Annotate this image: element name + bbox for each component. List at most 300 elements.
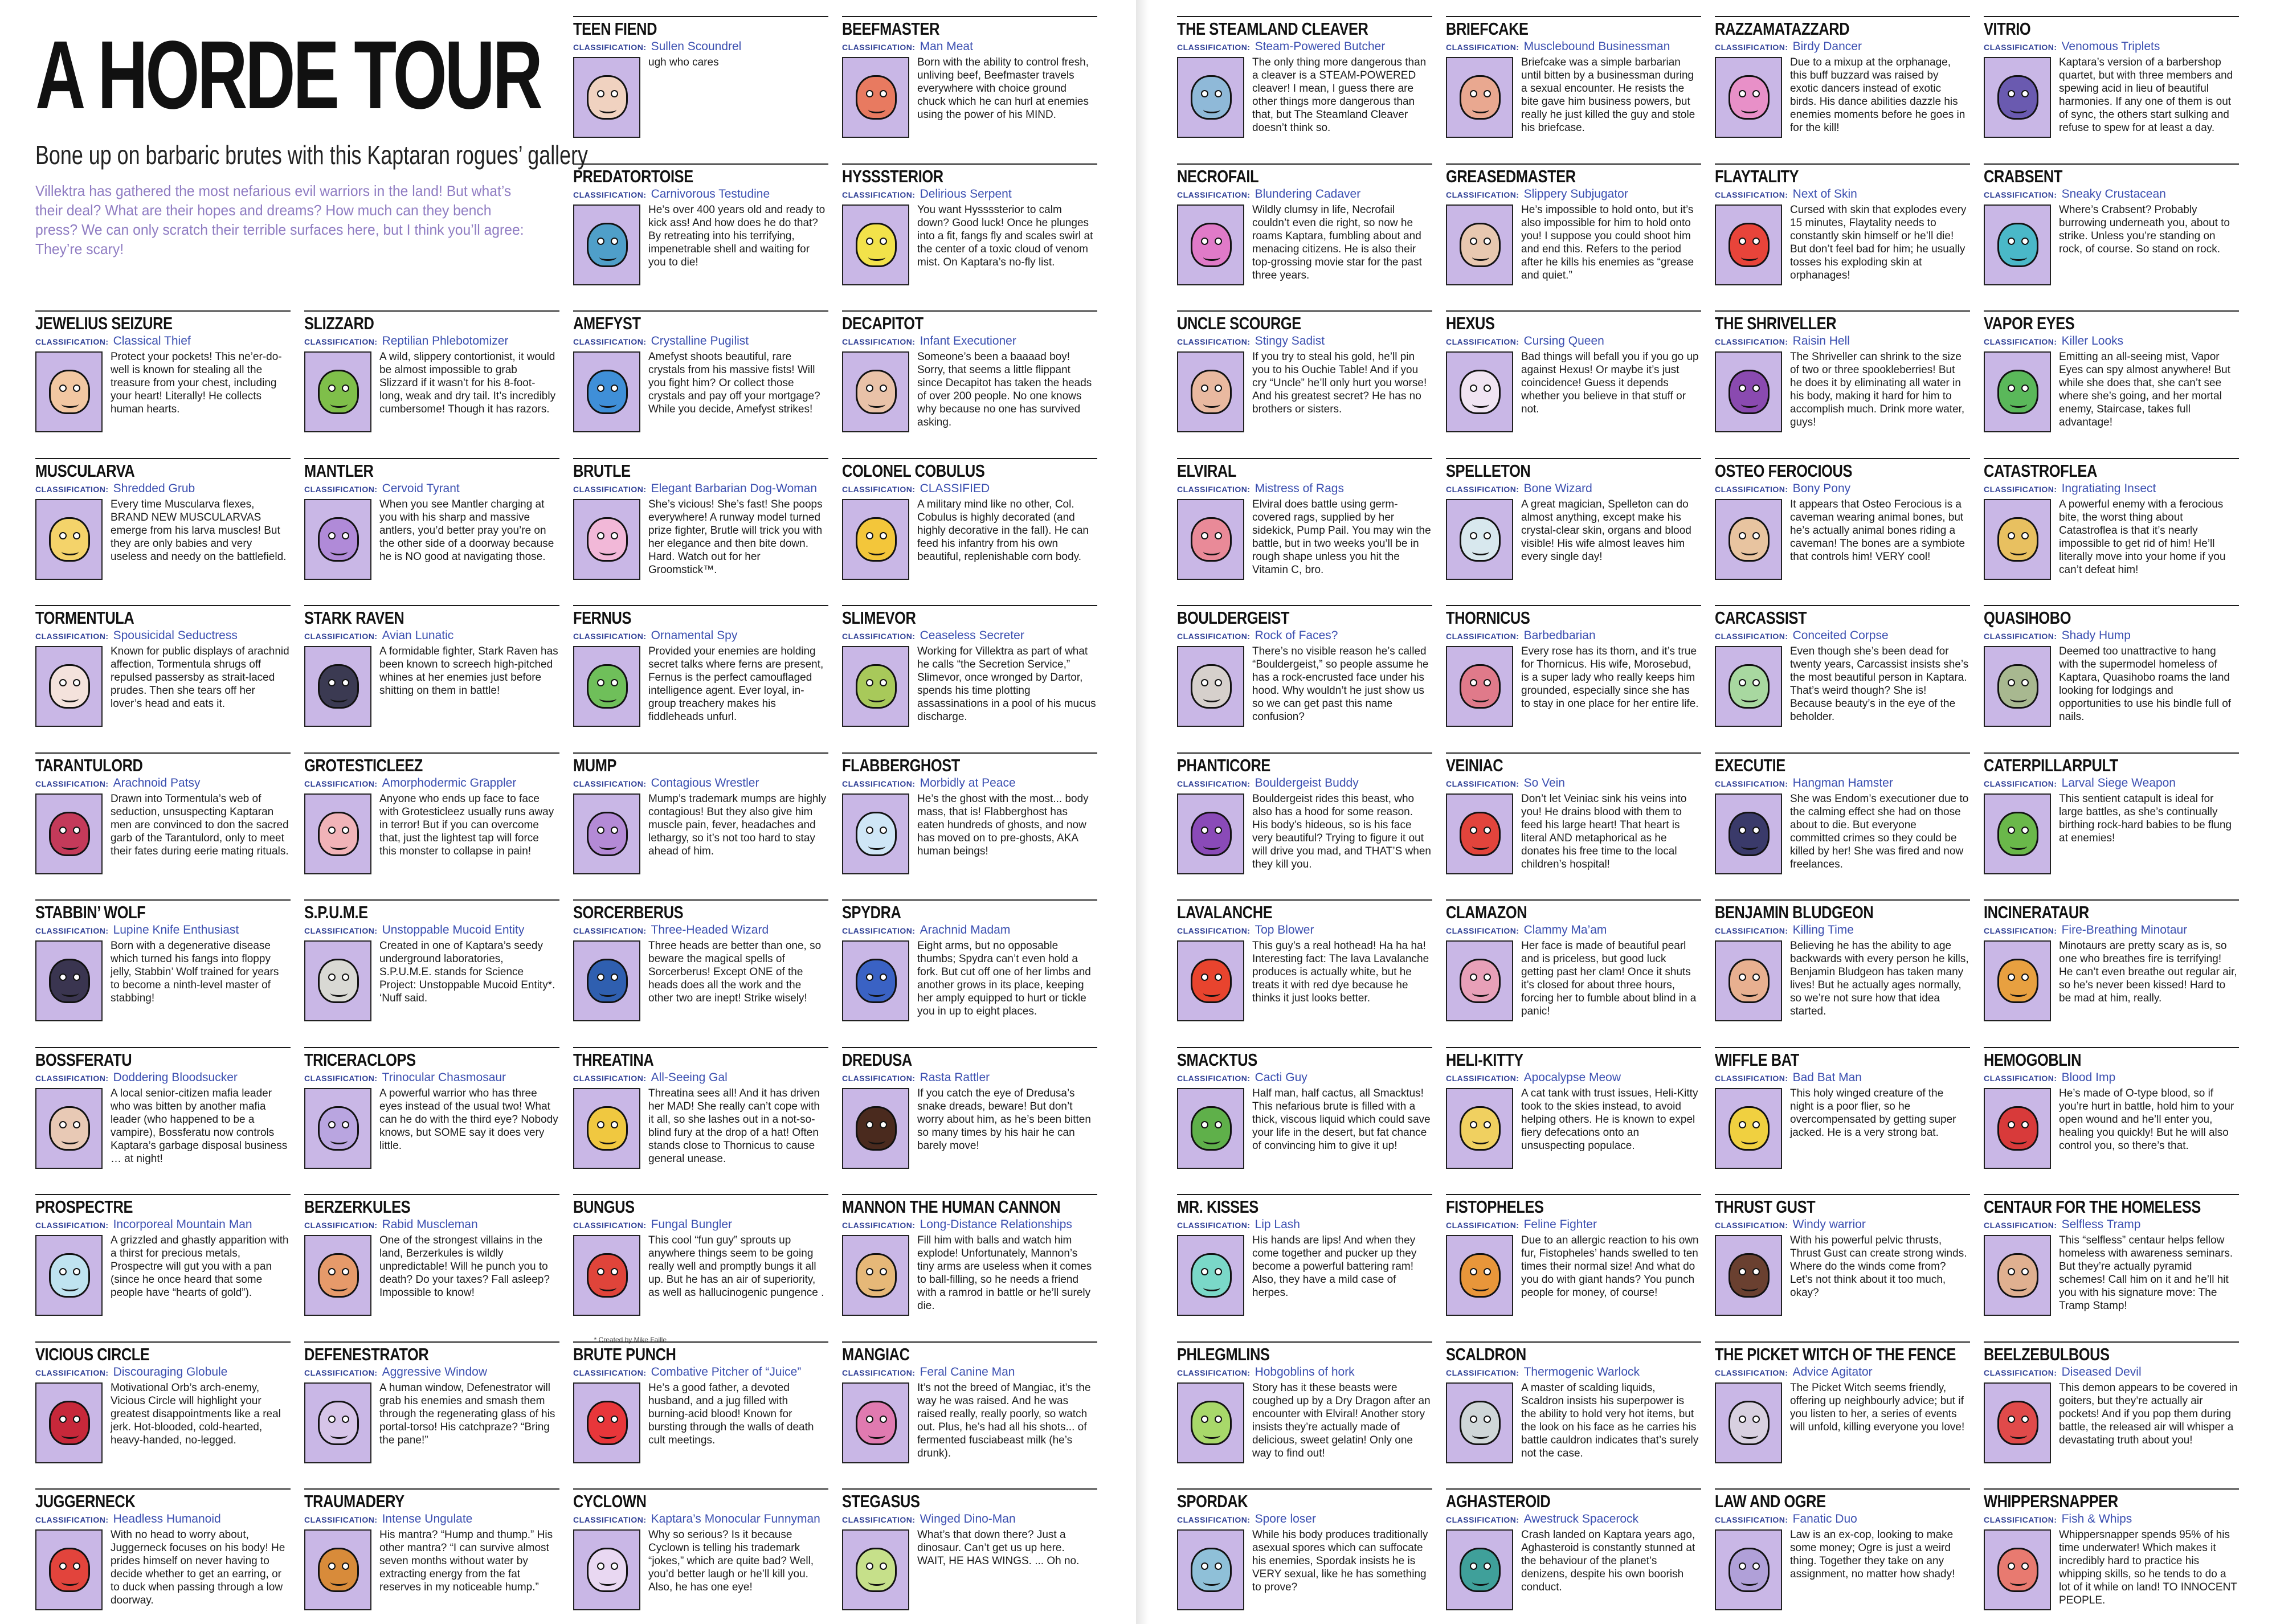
portrait-mouth-icon: [2010, 1137, 2027, 1144]
portrait-eye-icon: [1484, 1121, 1491, 1128]
character-name: QUASIHOBO: [1984, 608, 2071, 628]
character-description: One of the strongest villains in the land, Berzerkules is wildly unpredictable! Will he punch you to death? Do your taxes? Fall asleep? Impossible to know!: [379, 1234, 550, 1299]
portrait-mouth-icon: [330, 695, 348, 702]
classification-line: [573, 1512, 828, 1526]
character-portrait: [304, 499, 371, 580]
entry-body: [1715, 1235, 1970, 1326]
portrait-eye-icon: [1739, 384, 1746, 392]
portrait-eye-icon: [342, 827, 349, 834]
classification-line: [35, 1512, 291, 1526]
character-description: Whippersnapper spends 95% of his time underwater! Which makes it incredibly hard to practice his whipping skills, so he tends to do a lot of it while on land! TO INNOCENT PEOPLE.: [2059, 1529, 2237, 1606]
character-portrait: [1984, 1088, 2051, 1169]
classification-label: CLASSIFICATION:: [35, 484, 109, 494]
portrait-eye-icon: [866, 1562, 873, 1570]
classification-value: Windy warrior: [1792, 1218, 1866, 1231]
character-name: EXECUTIE: [1715, 755, 1785, 775]
portrait-eye-icon: [597, 238, 604, 245]
character-description: Due to an allergic reaction to his own fur, Fistopheles’ hands swelled to ten times their normal size! And what do you do with giant hands? You punch people for money, of course!: [1521, 1234, 1699, 1299]
classification-value: Unstoppable Mucoid Entity: [382, 923, 525, 936]
character-entry: [1984, 1488, 2239, 1624]
character-name: MANTLER: [304, 460, 374, 481]
entry-body: [304, 940, 559, 1032]
entry-body: [573, 351, 828, 443]
portrait-eye-icon: [1215, 1562, 1222, 1570]
classification-value: Shady Hump: [2061, 629, 2131, 642]
character-entry: [304, 752, 559, 888]
entry-body: [573, 1235, 828, 1326]
character-portrait: [1177, 1088, 1244, 1169]
entry-body: [1715, 351, 1970, 443]
classification-line: [1177, 1071, 1432, 1085]
classification-line: [1446, 40, 1701, 54]
character-portrait: [1446, 940, 1513, 1021]
classification-line: [304, 1365, 559, 1379]
classification-label: CLASSIFICATION:: [1715, 484, 1788, 494]
classification-value: Blood Imp: [2061, 1070, 2116, 1084]
classification-label: CLASSIFICATION:: [304, 337, 378, 346]
character-description: A human window, Defenestrator will grab his enemies and smash them through the regenerating glass of his portal-torso! His catchpraze? “Bring the pane!”: [379, 1381, 555, 1446]
classification-line: [1984, 334, 2239, 348]
classification-line: [842, 334, 1097, 348]
classification-line: [842, 1365, 1097, 1379]
classification-line: [35, 334, 291, 348]
portrait-eye-icon: [1215, 973, 1222, 981]
character-entry: [1446, 605, 1701, 741]
portrait-eye-icon: [597, 827, 604, 834]
portrait-eye-icon: [1470, 90, 1477, 97]
classification-label: CLASSIFICATION:: [573, 1073, 647, 1083]
character-portrait: [1446, 499, 1513, 580]
portrait-eye-icon: [328, 827, 336, 834]
classification-label: CLASSIFICATION:: [1715, 1515, 1788, 1524]
character-entry: [573, 1047, 828, 1183]
character-entry: [1715, 899, 1970, 1035]
entry-body: [1177, 793, 1432, 885]
entry-body: [842, 1382, 1097, 1474]
classification-value: Delirious Serpent: [920, 187, 1012, 201]
portrait-eye-icon: [73, 1562, 80, 1570]
classification-value: Cervoid Tyrant: [382, 481, 460, 495]
classification-value: Spousicidal Seductress: [113, 629, 238, 642]
portrait-mouth-icon: [1203, 1578, 1220, 1586]
entry-body: [1984, 1088, 2239, 1179]
classification-label: CLASSIFICATION:: [35, 632, 109, 641]
classification-label: CLASSIFICATION:: [304, 926, 378, 935]
portrait-eye-icon: [1739, 90, 1746, 97]
character-entry: [842, 16, 1097, 152]
character-entry: [573, 163, 828, 299]
character-name: HELI-KITTY: [1446, 1049, 1523, 1070]
character-description: ugh who cares: [648, 56, 719, 68]
character-name: VICIOUS CIRCLE: [35, 1344, 150, 1364]
portrait-eye-icon: [866, 384, 873, 392]
portrait-eye-icon: [1484, 679, 1491, 686]
classification-line: [1177, 776, 1432, 790]
character-name: INCINERATAUR: [1984, 902, 2089, 922]
character-entry: [573, 1194, 828, 1330]
classification-line: [1984, 923, 2239, 937]
character-portrait: [304, 1088, 371, 1169]
portrait-eye-icon: [2021, 238, 2029, 245]
character-entry: [35, 752, 291, 888]
classification-value: Long-Distance Relationships: [920, 1218, 1072, 1231]
portrait-mouth-icon: [1472, 106, 1489, 113]
portrait-eye-icon: [1215, 384, 1222, 392]
classification-label: CLASSIFICATION:: [1715, 1221, 1788, 1230]
character-name: BEEFMASTER: [842, 19, 940, 39]
character-portrait: [1984, 940, 2051, 1021]
classification-value: Birdy Dancer: [1792, 40, 1862, 53]
portrait-eye-icon: [1484, 238, 1491, 245]
classification-value: Winged Dino-Man: [920, 1512, 1016, 1525]
portrait-eye-icon: [1470, 679, 1477, 686]
character-description: He’s over 400 years old and ready to kick ass! And how does he do that? By retreating into his terrifying, impenetrable shell and waiting for you to die!: [648, 203, 826, 268]
character-name: BRUTLE: [573, 460, 631, 481]
classification-label: CLASSIFICATION:: [35, 1221, 109, 1230]
portrait-eye-icon: [597, 384, 604, 392]
entry-body: [304, 1088, 559, 1179]
portrait-mouth-icon: [330, 1431, 348, 1439]
character-portrait: [35, 940, 103, 1021]
character-portrait: [842, 351, 909, 432]
classification-label: CLASSIFICATION:: [1177, 484, 1251, 494]
portrait-eye-icon: [1484, 1562, 1491, 1570]
character-portrait: [573, 57, 640, 138]
character-name: SPYDRA: [842, 902, 901, 922]
character-portrait: [842, 1235, 909, 1316]
character-description: There’s no visible reason he’s called “Bouldergeist,” so people assume he has a rock-encrusted face under his hood. Why wouldn’t he just show us so we can get past this name confusion?: [1252, 645, 1429, 723]
portrait-eye-icon: [328, 1562, 336, 1570]
portrait-eye-icon: [866, 90, 873, 97]
character-entry: [573, 16, 828, 152]
portrait-eye-icon: [1752, 679, 1760, 686]
portrait-mouth-icon: [599, 1578, 616, 1586]
classification-line: [1984, 482, 2239, 496]
character-portrait: [1715, 940, 1782, 1021]
creator-credit: * Created by Mike Faille: [594, 1336, 667, 1344]
character-entry: [1984, 605, 2239, 741]
classification-label: CLASSIFICATION:: [1177, 1221, 1251, 1230]
classification-line: [573, 1071, 828, 1085]
entry-body: [35, 1088, 291, 1179]
classification-label: CLASSIFICATION:: [1177, 43, 1251, 52]
portrait-eye-icon: [1752, 238, 1760, 245]
portrait-eye-icon: [880, 679, 887, 686]
character-portrait: [35, 1382, 103, 1463]
entry-body: [1715, 793, 1970, 885]
classification-line: [304, 334, 559, 348]
portrait-mouth-icon: [1472, 989, 1489, 997]
classification-value: Barbedbarian: [1523, 629, 1596, 642]
portrait-eye-icon: [2021, 1562, 2029, 1570]
entry-body: [1446, 1235, 1701, 1326]
portrait-eye-icon: [2021, 1416, 2029, 1423]
portrait-eye-icon: [611, 827, 618, 834]
character-entry: [1177, 1488, 1432, 1624]
entry-body: [1446, 351, 1701, 443]
classification-value: Cacti Guy: [1254, 1070, 1307, 1084]
character-entry: [35, 1341, 291, 1477]
classification-label: CLASSIFICATION:: [573, 779, 647, 788]
classification-value: Larval Siege Weapon: [2061, 776, 2176, 789]
character-description: Eight arms, but no opposable thumbs; Spydra can’t even hold a fork. But cut off one of her limbs and another grows in its place, keeping her amply equipped to hurt or tickle you in up to eight places.: [917, 940, 1091, 1017]
character-description: This cool “fun guy” sprouts up anywhere things seem to be going really well and promptly bungs it all up. But he has an air of superiority, as well as hallucinogenic pungence .: [648, 1234, 824, 1299]
classification-label: CLASSIFICATION:: [35, 1368, 109, 1377]
portrait-eye-icon: [1201, 90, 1208, 97]
classification-value: Shredded Grub: [113, 481, 195, 495]
character-description: Believing he has the ability to age backwards with every person he kills, Benjamin Bludgeon has taken many lives! But he actually ages normally, so we’re not sure how that idea started.: [1790, 940, 1969, 1017]
portrait-eye-icon: [1484, 384, 1491, 392]
classification-value: Venomous Triplets: [2061, 40, 2160, 53]
portrait-mouth-icon: [1741, 842, 1758, 850]
classification-value: Bouldergeist Buddy: [1254, 776, 1359, 789]
portrait-mouth-icon: [1203, 253, 1220, 261]
entry-body: [1446, 940, 1701, 1032]
character-description: Wildly clumsy in life, Necrofail couldn’t even die right, so now he roams Kaptara, fumbling about and menacing citizens. He is also their top-grossing movie star for the past three years.: [1252, 203, 1422, 281]
character-entry: [1446, 1341, 1701, 1477]
character-portrait: [1984, 57, 2051, 138]
character-portrait: [1715, 1088, 1782, 1169]
character-description: The only thing more dangerous than a cleaver is a STEAM-POWERED cleaver! I mean, I guess there are other things more dangerous than that, but The Steamland Cleaver doesn’t think so.: [1252, 56, 1427, 134]
entry-body: [573, 204, 828, 296]
character-entry: [1177, 899, 1432, 1035]
character-portrait: [1177, 940, 1244, 1021]
portrait-eye-icon: [1215, 679, 1222, 686]
classification-value: Slippery Subjugator: [1523, 187, 1628, 201]
character-portrait: [1715, 793, 1782, 874]
character-portrait: [1177, 57, 1244, 138]
classification-line: [304, 629, 559, 643]
character-entry: [35, 1047, 291, 1183]
portrait-eye-icon: [880, 238, 887, 245]
character-name: CATASTROFLEA: [1984, 460, 2097, 481]
portrait-eye-icon: [1484, 827, 1491, 834]
portrait-mouth-icon: [2010, 1578, 2027, 1586]
classification-label: CLASSIFICATION:: [1446, 190, 1519, 199]
portrait-mouth-icon: [868, 548, 885, 555]
character-description: Minotaurs are pretty scary as is, so one who breathes fire is terrifying! He can’t even breathe out regular air, so he’s never been kissed! Hard to be mad at him, really.: [2059, 940, 2237, 1004]
classification-value: Feral Canine Man: [920, 1365, 1015, 1378]
portrait-eye-icon: [611, 238, 618, 245]
character-portrait: [1984, 1382, 2051, 1463]
classification-line: [1715, 923, 1970, 937]
portrait-mouth-icon: [62, 1284, 79, 1291]
character-portrait: [1984, 1529, 2051, 1610]
classification-line: [1177, 629, 1432, 643]
character-entry: [1177, 310, 1432, 446]
character-name: BRUTE PUNCH: [573, 1344, 676, 1364]
entry-body: [304, 646, 559, 737]
character-description: Why so serious? Is it because Cyclown is telling his trademark “jokes,” which are quite bad? Well, you’d better laugh or he’ll kill you. Also, he has one eye!: [648, 1529, 814, 1593]
classification-value: Killer Looks: [2061, 334, 2124, 347]
character-name: PREDATORTOISE: [573, 166, 693, 186]
entry-body: [35, 1382, 291, 1474]
character-name: VITRIO: [1984, 19, 2031, 39]
classification-line: [573, 1218, 828, 1232]
entry-body: [304, 1529, 559, 1621]
portrait-eye-icon: [342, 384, 349, 392]
classification-label: CLASSIFICATION:: [1446, 632, 1519, 641]
character-portrait: [842, 940, 909, 1021]
character-portrait: [573, 1088, 640, 1169]
portrait-eye-icon: [1752, 90, 1760, 97]
portrait-eye-icon: [597, 1268, 604, 1275]
portrait-mouth-icon: [1203, 1284, 1220, 1291]
portrait-eye-icon: [2021, 827, 2029, 834]
character-description: Crash landed on Kaptara years ago, Aghasteroid is constantly stunned at the behaviour of the planet’s denizens, despite his own boorish conduct.: [1521, 1529, 1695, 1593]
portrait-mouth-icon: [1741, 1431, 1758, 1439]
character-entry: [1984, 1341, 2239, 1477]
classification-label: CLASSIFICATION:: [35, 779, 109, 788]
character-description: He’s made of O-type blood, so if you’re hurt in battle, hold him to your open wound and he’ll enter you, healing you quickly! But he will also control you, so there’s that.: [2059, 1087, 2234, 1152]
portrait-eye-icon: [328, 532, 336, 539]
classification-line: [573, 629, 828, 643]
classification-label: CLASSIFICATION:: [304, 779, 378, 788]
portrait-eye-icon: [2021, 973, 2029, 981]
classification-label: CLASSIFICATION:: [1177, 632, 1251, 641]
classification-line: [1446, 1512, 1701, 1526]
portrait-mouth-icon: [1472, 1284, 1489, 1291]
character-entry: [304, 1047, 559, 1183]
character-entry: [1715, 310, 1970, 446]
classification-line: [1177, 187, 1432, 201]
portrait-eye-icon: [1484, 973, 1491, 981]
classification-line: [1446, 629, 1701, 643]
character-description: Created in one of Kaptara’s seedy underground laboratories, S.P.U.M.E. stands for Science Project: Unstoppable Mucoid Entity*. ‘Nuff said.: [379, 940, 555, 1004]
entry-body: [1446, 1529, 1701, 1621]
entry-body: [1446, 793, 1701, 885]
classification-label: CLASSIFICATION:: [573, 632, 647, 641]
classification-label: CLASSIFICATION:: [1715, 926, 1788, 935]
entry-body: [573, 793, 828, 885]
portrait-mouth-icon: [599, 106, 616, 113]
classification-line: [1446, 1218, 1701, 1232]
character-entry: [304, 1194, 559, 1330]
character-description: Emitting an all-seeing mist, Vapor Eyes can spy almost anywhere! But while she does that, she can’t see where she’s going, and her mortal enemy, Staircase, takes full advantage!: [2059, 351, 2230, 428]
classification-value: Arachnoid Patsy: [113, 776, 201, 789]
entry-body: [1715, 499, 1970, 590]
classification-label: CLASSIFICATION:: [35, 1515, 109, 1524]
portrait-mouth-icon: [1472, 548, 1489, 555]
portrait-eye-icon: [611, 1416, 618, 1423]
character-description: The Shriveller can shrink to the size of two or three spookleberries! But he does it by eliminating all water in his body, making it hard for him to accomplish much. Drink more water, guys!: [1790, 351, 1965, 428]
character-portrait: [35, 793, 103, 874]
portrait-mouth-icon: [330, 842, 348, 850]
character-name: WHIPPERSNAPPER: [1984, 1491, 2118, 1511]
character-description: Every rose has its thorn, and it’s true for Thornicus. His wife, Morosebud, is a super lady who really keeps him grounded, especially since she has to stay in one place for her entire life.: [1521, 645, 1699, 710]
classification-label: CLASSIFICATION:: [1446, 1368, 1519, 1377]
classification-line: [573, 40, 828, 54]
character-name: HEXUS: [1446, 313, 1495, 333]
classification-line: [1715, 40, 1970, 54]
portrait-eye-icon: [73, 532, 80, 539]
entry-body: [1715, 646, 1970, 737]
portrait-eye-icon: [2008, 679, 2015, 686]
portrait-mouth-icon: [62, 548, 79, 555]
classification-label: CLASSIFICATION:: [1177, 1515, 1251, 1524]
character-description: Born with a degenerative disease which turned his fangs into floppy jelly, Stabbin’ Wolf trained for years to become a ninth-level master of stabbing!: [111, 940, 279, 1004]
classification-value: Steam-Powered Butcher: [1254, 40, 1386, 53]
classification-value: Doddering Bloodsucker: [113, 1070, 238, 1084]
portrait-mouth-icon: [330, 548, 348, 555]
classification-label: CLASSIFICATION:: [1984, 1368, 2057, 1377]
character-name: SORCERBERUS: [573, 902, 684, 922]
character-description: He’s impossible to hold onto, but it’s also impossible for him to hold onto you! I suppose you could shoot him and end this. Refers to the period after he kills his enemies as “grease and quiet.”: [1521, 203, 1694, 281]
entry-body: [1715, 1382, 1970, 1474]
character-name: THREATINA: [573, 1049, 654, 1070]
classification-value: Ceaseless Secreter: [920, 629, 1024, 642]
portrait-eye-icon: [59, 1121, 67, 1128]
character-name: SLIMEVOR: [842, 608, 916, 628]
entry-body: [1984, 499, 2239, 590]
character-description: Drawn into Tormentula’s web of seduction, unsuspecting Kaptaran men are convinced to don the sacred garb of the Tarantulord, only to meet their fates during eerie mating rituals.: [111, 792, 289, 857]
entry-body: [573, 1088, 828, 1179]
character-name: BEELZEBULBOUS: [1984, 1344, 2110, 1364]
portrait-eye-icon: [1201, 1562, 1208, 1570]
classification-value: Contagious Wrestler: [651, 776, 759, 789]
portrait-eye-icon: [73, 1268, 80, 1275]
classification-line: [304, 923, 559, 937]
character-entry: [1446, 752, 1701, 888]
entry-body: [1177, 204, 1432, 296]
portrait-eye-icon: [1752, 1121, 1760, 1128]
portrait-mouth-icon: [2010, 106, 2027, 113]
classification-value: Feline Fighter: [1523, 1218, 1597, 1231]
classification-label: CLASSIFICATION:: [573, 337, 647, 346]
portrait-eye-icon: [1739, 1416, 1746, 1423]
classification-label: CLASSIFICATION:: [1984, 484, 2057, 494]
character-description: Amefyst shoots beautiful, rare crystals from his massive fists! Will you fight him? Or collect those crystals and pay off your mortgage? While you decide, Amefyst strikes!: [648, 351, 820, 415]
entry-body: [1177, 351, 1432, 443]
character-entry: [1446, 310, 1701, 446]
portrait-eye-icon: [1752, 827, 1760, 834]
character-portrait: [1446, 1088, 1513, 1169]
entry-body: [304, 499, 559, 590]
portrait-eye-icon: [59, 384, 67, 392]
portrait-eye-icon: [880, 532, 887, 539]
portrait-eye-icon: [2008, 827, 2015, 834]
portrait-eye-icon: [73, 384, 80, 392]
classification-value: Hangman Hamster: [1792, 776, 1893, 789]
classification-label: CLASSIFICATION:: [1446, 484, 1519, 494]
classification-line: [304, 1071, 559, 1085]
classification-line: [1715, 629, 1970, 643]
entry-body: [1715, 57, 1970, 148]
classification-value: Musclebound Businessman: [1523, 40, 1670, 53]
classification-value: Kaptara’s Monocular Funnyman: [651, 1512, 820, 1525]
classification-label: CLASSIFICATION:: [35, 926, 109, 935]
classification-value: Aggressive Window: [382, 1365, 487, 1378]
character-portrait: [1177, 646, 1244, 727]
classification-value: Morbidly at Peace: [920, 776, 1016, 789]
character-description: Where’s Crabsent? Probably burrowing underneath you, about to strike. Unless you’re standing on rock, of course. So stand on rock.: [2059, 203, 2230, 255]
classification-line: [1715, 1365, 1970, 1379]
character-entry: [35, 1488, 291, 1624]
portrait-eye-icon: [597, 532, 604, 539]
page-gutter: [1136, 0, 1149, 1624]
classification-line: [1446, 334, 1701, 348]
classification-value: Advice Agitator: [1792, 1365, 1873, 1378]
portrait-eye-icon: [1484, 532, 1491, 539]
portrait-mouth-icon: [1203, 1431, 1220, 1439]
character-description: Someone’s been a baaaad boy! Sorry, that seems a little flippant since Decapitot has taken the heads of over 200 people. No one knows why because no one has survived asking.: [917, 351, 1092, 428]
entry-body: [573, 646, 828, 737]
classification-line: [35, 1218, 291, 1232]
character-portrait: [1177, 1529, 1244, 1610]
portrait-eye-icon: [611, 384, 618, 392]
classification-label: CLASSIFICATION:: [1446, 337, 1519, 346]
entry-body: [1177, 1235, 1432, 1326]
